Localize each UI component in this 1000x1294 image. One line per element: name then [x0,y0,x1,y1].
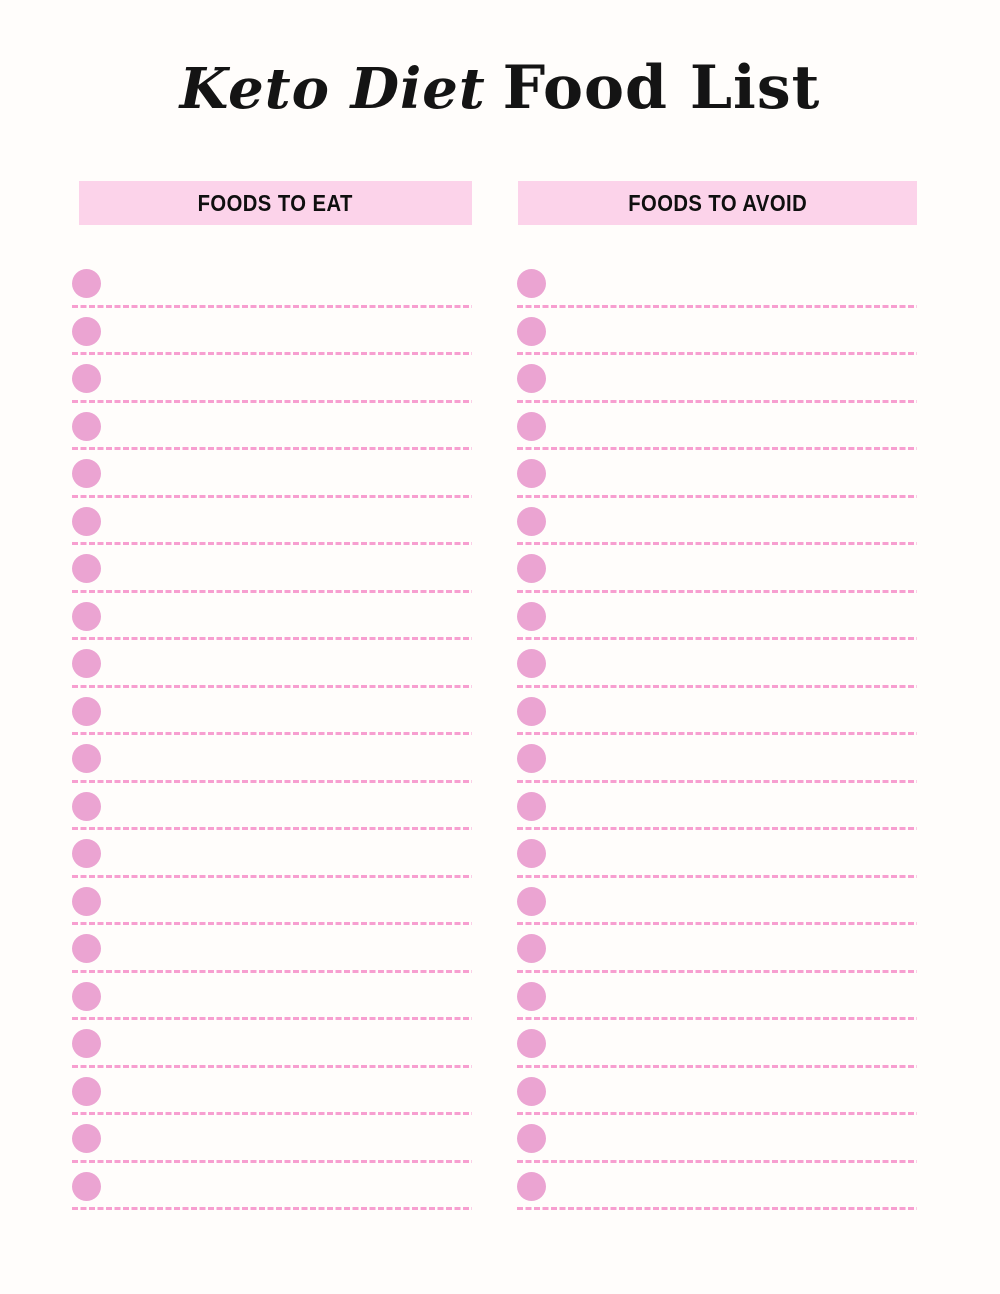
bullet-circle-icon [517,507,546,536]
list-item [72,545,472,593]
list-item [517,878,917,926]
list-item [517,308,917,356]
list-item [517,973,917,1021]
foods-to-avoid-header [518,181,917,225]
list-item [72,593,472,641]
bullet-circle-icon [72,934,101,963]
list-item [517,355,917,403]
bullet-circle-icon [517,459,546,488]
list-item [72,260,472,308]
foods-to-eat-header-label: FOODS TO EAT [197,189,354,216]
bullet-circle-icon [517,792,546,821]
bullet-circle-icon [517,744,546,773]
list-item [72,830,472,878]
foods-to-avoid-header-label: FOODS TO AVOID [628,189,807,216]
list-item [72,498,472,546]
list-item [72,450,472,498]
bullet-circle-icon [72,697,101,726]
bullet-circle-icon [517,412,546,441]
bullet-circle-icon [72,839,101,868]
bullet-circle-icon [72,554,101,583]
bullet-circle-icon [72,744,101,773]
list-item [72,973,472,1021]
list-item [72,640,472,688]
list-item [72,308,472,356]
bullet-circle-icon [517,1124,546,1153]
list-item [72,688,472,736]
bullet-circle-icon [517,1029,546,1058]
list-item [72,1068,472,1116]
bullet-circle-icon [72,412,101,441]
bullet-circle-icon [517,649,546,678]
bullet-circle-icon [517,934,546,963]
bullet-circle-icon [72,887,101,916]
bullet-circle-icon [72,982,101,1011]
list-item [72,735,472,783]
list-item [72,878,472,926]
bullet-circle-icon [517,602,546,631]
list-item [72,355,472,403]
bullet-circle-icon [72,364,101,393]
bullet-circle-icon [517,269,546,298]
food-columns [72,181,918,1210]
bullet-circle-icon [517,887,546,916]
foods-to-eat-list [72,260,472,1210]
list-item [72,403,472,451]
list-item [72,925,472,973]
bullet-circle-icon [72,1077,101,1106]
list-item [517,1068,917,1116]
list-item [517,1163,917,1211]
bullet-circle-icon [72,1124,101,1153]
page-title [0,53,1000,123]
foods-to-avoid-list [517,260,917,1210]
list-item [517,450,917,498]
list-item [72,1163,472,1211]
list-item [517,640,917,688]
write-line [517,1207,917,1210]
bullet-circle-icon [72,792,101,821]
list-item [72,783,472,831]
write-line [72,1207,472,1210]
foods-to-eat-header [79,181,472,225]
bullet-circle-icon [517,1172,546,1201]
bullet-circle-icon [72,317,101,346]
bullet-circle-icon [517,317,546,346]
bullet-circle-icon [517,364,546,393]
list-item [517,1115,917,1163]
bullet-circle-icon [517,554,546,583]
list-item [517,735,917,783]
list-item [517,498,917,546]
list-item [517,1020,917,1068]
bullet-circle-icon [517,982,546,1011]
list-item [517,545,917,593]
list-item [517,783,917,831]
title-keto-diet: Keto Diet [179,56,486,122]
column-foods-to-eat [72,181,472,1210]
list-item [72,1020,472,1068]
bullet-circle-icon [72,649,101,678]
list-item [72,1115,472,1163]
bullet-circle-icon [517,839,546,868]
bullet-circle-icon [72,459,101,488]
bullet-circle-icon [72,602,101,631]
bullet-circle-icon [72,269,101,298]
bullet-circle-icon [72,507,101,536]
list-item [517,925,917,973]
bullet-circle-icon [72,1029,101,1058]
column-foods-to-avoid [517,181,917,1210]
bullet-circle-icon [517,1077,546,1106]
bullet-circle-icon [72,1172,101,1201]
bullet-circle-icon [517,697,546,726]
title-food-list: Food List [502,53,821,123]
list-item [517,403,917,451]
list-item [517,830,917,878]
list-item [517,593,917,641]
list-item [517,688,917,736]
list-item [517,260,917,308]
